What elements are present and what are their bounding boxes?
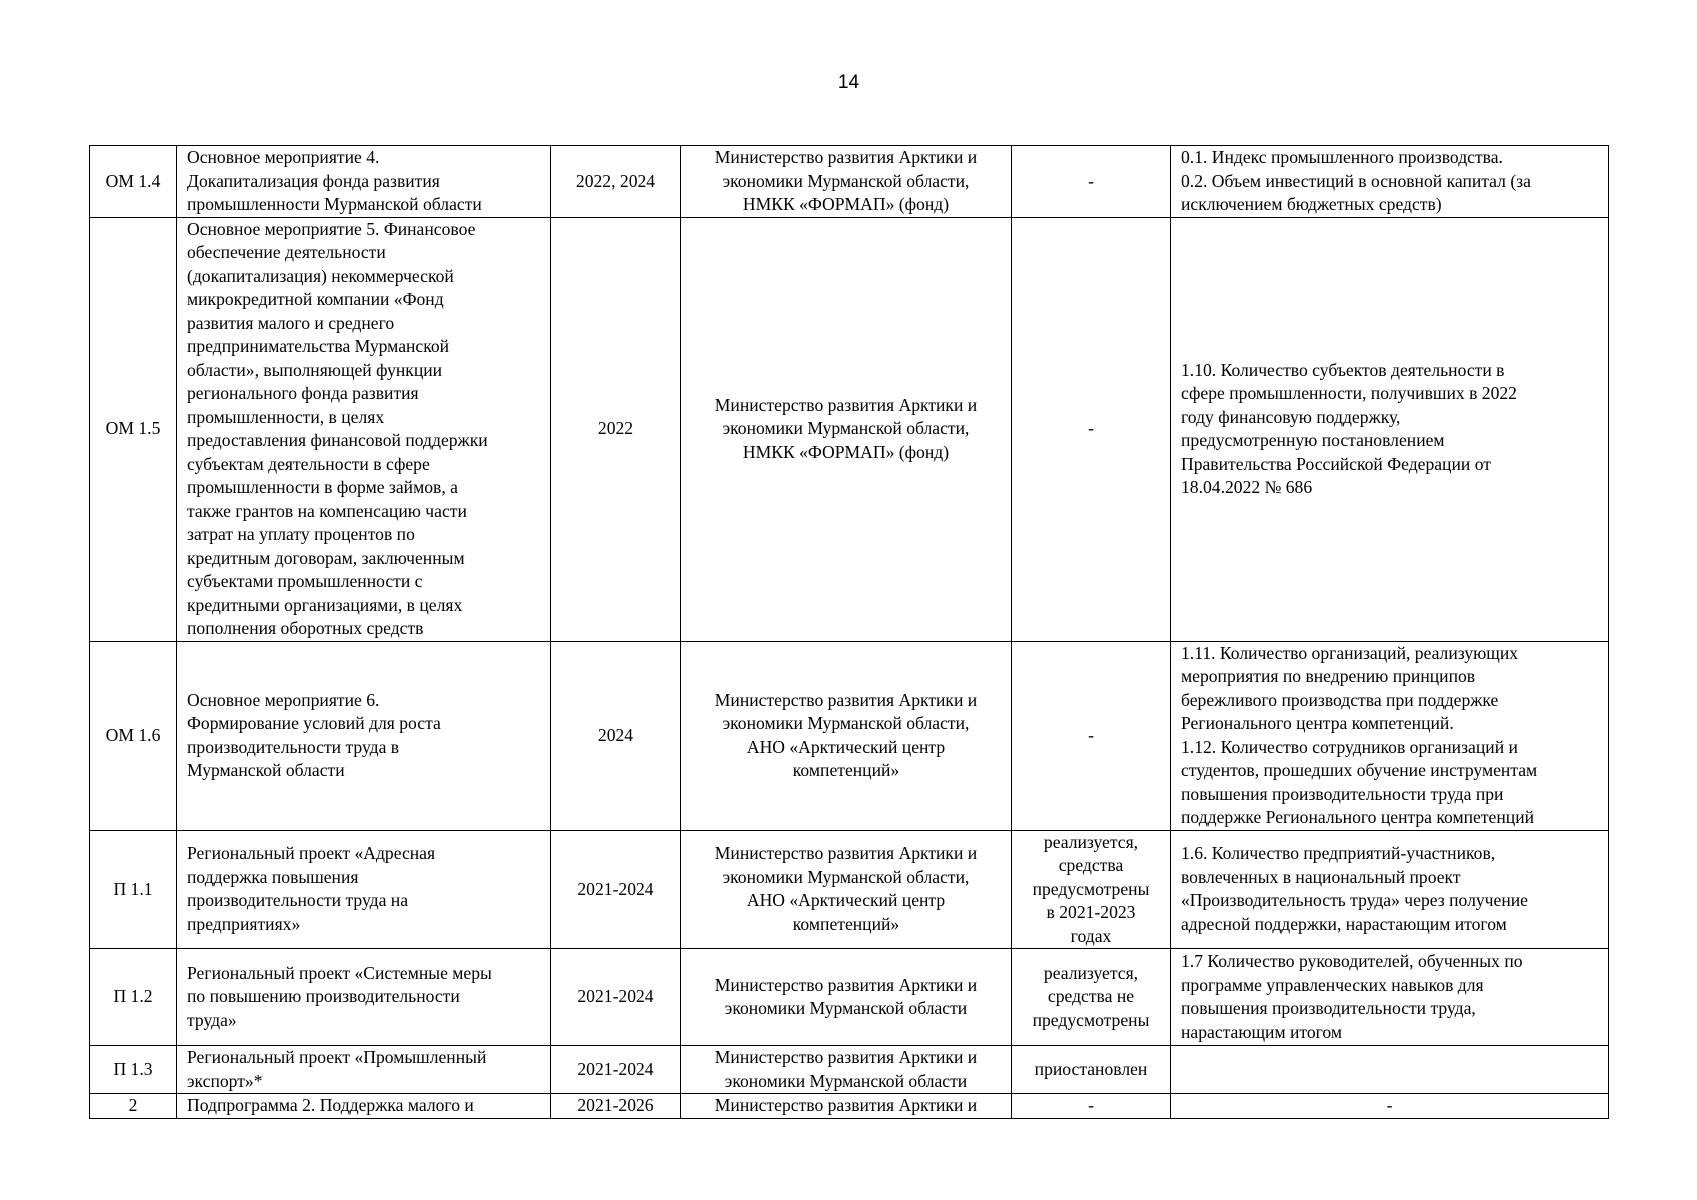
row-status-line: в 2021-2023: [1046, 902, 1136, 922]
page-number: 14: [837, 72, 860, 93]
row-status: -: [1012, 1094, 1171, 1119]
row-indicators-line: Регионального центра компетенций.: [1181, 713, 1454, 733]
row-status: [1012, 830, 1171, 949]
row-executor-line: экономики Мурманской области,: [722, 418, 970, 439]
row-code: ОМ 1.5: [90, 217, 177, 641]
row-status-line: годах: [1070, 925, 1112, 946]
row-indicators-line: студентов, прошедших обучение инструментам: [1181, 760, 1538, 780]
row-name-line: поддержка повышения: [187, 866, 359, 887]
row-executor-line: экономики Мурманской области: [724, 998, 968, 1018]
row-status-line: реализуется,: [1043, 962, 1139, 983]
row-term: 2022, 2024: [551, 146, 681, 218]
row-name-line: Основное мероприятие 5. Финансовое: [187, 218, 476, 239]
row-status: [1012, 949, 1171, 1046]
row-term: 2021-2024: [551, 1046, 681, 1094]
row-indicators-line: 1.12. Количество сотрудников организаций и: [1181, 736, 1518, 757]
table-row: [90, 949, 1609, 1046]
row-executor-line: Министерство развития Арктики и: [714, 843, 978, 864]
row-indicators-line: 1.6. Количество предприятий-участников,: [1181, 843, 1496, 864]
row-indicators-line: 1.11. Количество организаций, реализующих: [1181, 642, 1519, 663]
row-name-line: Мурманской области: [187, 760, 345, 780]
row-indicators-line: бережливого производства при поддержке: [1181, 689, 1499, 710]
row-status-line: предусмотрены: [1032, 878, 1150, 899]
row-code: ОМ 1.6: [90, 641, 177, 830]
row-indicators-line: сфере промышленности, получивших в 2022: [1181, 383, 1517, 403]
row-name-line: регионального фонда развития: [187, 383, 419, 403]
row-code: ОМ 1.4: [90, 146, 177, 218]
row-executor-line: НМКК «ФОРМАП» (фонд): [742, 441, 950, 462]
table-row: [90, 830, 1609, 949]
row-name-line: области», выполняющей функции: [187, 359, 443, 380]
row-executor-line: экономики Мурманской области,: [722, 866, 970, 887]
row-indicators-line: 1.10. Количество субъектов деятельности в: [1181, 359, 1505, 380]
row-name-line: субъектами промышленности с: [187, 571, 423, 591]
row-code: П 1.3: [90, 1046, 177, 1094]
row-code: 2: [90, 1094, 177, 1119]
row-name-line: также грантов на компенсацию части: [187, 500, 467, 521]
table-row: [90, 1094, 1609, 1119]
row-status: -: [1012, 217, 1171, 641]
table-row: [90, 641, 1609, 830]
row-indicators: [1171, 949, 1609, 1046]
row-executor-line: Министерство развития Арктики и: [714, 147, 978, 167]
row-name-line: микрокредитной компании «Фонд: [187, 289, 444, 309]
row-executor-line: компетенций»: [792, 913, 900, 934]
row-name-line: Региональный проект «Адресная: [187, 843, 436, 864]
row-name-line: промышленности, в целях: [187, 406, 385, 427]
row-status: -: [1012, 146, 1171, 218]
row-executor-line: Министерство развития Арктики и: [714, 1047, 978, 1067]
row-name: [177, 1094, 551, 1119]
row-name-line: экспорт»*: [187, 1070, 263, 1091]
row-name-line: Формирование условий для роста: [187, 713, 441, 733]
row-executor-line: Министерство развития Арктики и: [714, 1095, 978, 1115]
row-indicators: [1171, 641, 1609, 830]
row-indicators-line: исключением бюджетных средств): [1181, 194, 1442, 214]
row-indicators-line: вовлеченных в национальный проект: [1181, 866, 1461, 887]
row-name-line: промышленности в форме займов, а: [187, 477, 458, 497]
row-name-line: Региональный проект «Промышленный: [187, 1047, 487, 1067]
row-name-line: производительности труда на: [187, 890, 409, 911]
row-name-line: производительности труда в: [187, 736, 400, 757]
row-name: [177, 830, 551, 949]
row-name-line: труда»: [187, 1009, 237, 1030]
row-executor-line: Министерство развития Арктики и: [714, 974, 978, 995]
row-code: П 1.2: [90, 949, 177, 1046]
row-executor-line: АНО «Арктический центр: [746, 736, 946, 757]
row-code: П 1.1: [90, 830, 177, 949]
row-name: [177, 949, 551, 1046]
row-executor: [681, 146, 1012, 218]
row-indicators-line: повышения производительности труда при: [1181, 783, 1504, 804]
row-executor-line: Министерство развития Арктики и: [714, 394, 978, 415]
row-term: 2022: [551, 217, 681, 641]
row-name-line: затрат на уплату процентов по: [187, 524, 415, 544]
row-name-line: обеспечение деятельности: [187, 242, 386, 262]
row-executor-line: АНО «Арктический центр: [746, 890, 946, 911]
row-indicators-line: предусмотренную постановлением: [1181, 430, 1445, 450]
row-executor-line: экономики Мурманской области,: [722, 170, 970, 191]
row-name: [177, 146, 551, 218]
row-indicators: [1171, 1046, 1609, 1094]
row-indicators-line: году финансовую поддержку,: [1181, 406, 1401, 427]
row-name-line: субъектам деятельности в сфере: [187, 453, 430, 474]
row-indicators-line: 0.1. Индекс промышленного производства.: [1181, 147, 1503, 167]
row-term: 2021-2024: [551, 949, 681, 1046]
row-name-line: Региональный проект «Системные меры: [187, 962, 492, 983]
row-status-line: реализуется,: [1043, 831, 1139, 852]
row-indicators-line: программе управленческих навыков для: [1181, 974, 1484, 995]
program-table: [89, 145, 1609, 1119]
row-status-line: средства не: [1047, 986, 1135, 1007]
row-name-line: кредитным договорам, заключенным: [187, 547, 465, 568]
row-indicators-line: поддержке Регионального центра компетенций: [1181, 807, 1535, 827]
table-row: [90, 1046, 1609, 1094]
table-row: [90, 217, 1609, 641]
row-executor: [681, 1094, 1012, 1119]
table-row: [90, 146, 1609, 218]
row-name-line: предприятиях»: [187, 913, 301, 934]
row-indicators-line: Правительства Российской Федерации от: [1181, 453, 1491, 474]
row-name-line: промышленности Мурманской области: [187, 194, 482, 214]
row-name-line: Подпрограмма 2. Поддержка малого и: [187, 1095, 474, 1115]
row-executor: [681, 641, 1012, 830]
row-status-line: предусмотрены: [1032, 1009, 1150, 1030]
row-executor: [681, 217, 1012, 641]
row-indicators-line: 0.2. Объем инвестиций в основной капитал (за: [1181, 170, 1531, 191]
row-indicators: [1171, 217, 1609, 641]
row-status-line: средства: [1058, 855, 1124, 875]
row-name-line: (докапитализация) некоммерческой: [187, 265, 454, 286]
row-indicators-line: нарастающим итогом: [1181, 1021, 1343, 1042]
row-indicators-line: мероприятия по внедрению принципов: [1181, 666, 1476, 686]
row-executor-line: НМКК «ФОРМАП» (фонд): [742, 194, 950, 214]
row-indicators-line: повышения производительности труда,: [1181, 998, 1476, 1018]
row-name-line: Основное мероприятие 6.: [187, 689, 380, 710]
row-name-line: кредитными организациями, в целях: [187, 594, 463, 615]
row-status: -: [1012, 641, 1171, 830]
row-term: 2021-2024: [551, 830, 681, 949]
row-name-line: Основное мероприятие 4.: [187, 147, 380, 167]
row-name: [177, 1046, 551, 1094]
row-executor: [681, 949, 1012, 1046]
row-executor: [681, 1046, 1012, 1094]
row-name-line: предоставления финансовой поддержки: [187, 430, 488, 450]
row-term: 2024: [551, 641, 681, 830]
row-indicators-line: «Производительность труда» через получение: [1181, 890, 1528, 911]
row-name: [177, 217, 551, 641]
row-name-line: развития малого и среднего: [187, 312, 395, 333]
row-name: [177, 641, 551, 830]
row-executor-line: Министерство развития Арктики и: [714, 689, 978, 710]
row-name-line: Докапитализация фонда развития: [187, 170, 440, 191]
row-executor-line: экономики Мурманской области,: [722, 713, 970, 733]
row-executor-line: компетенций»: [792, 760, 900, 780]
row-name-line: по повышению производительности: [187, 986, 460, 1007]
row-executor: [681, 830, 1012, 949]
row-term: 2021-2026: [551, 1094, 681, 1119]
row-indicators: [1171, 830, 1609, 949]
row-indicators-line: 1.7 Количество руководителей, обученных по: [1181, 951, 1523, 971]
row-status: приостановлен: [1012, 1046, 1171, 1094]
row-name-line: пополнения оборотных средств: [187, 618, 424, 638]
row-name-line: предпринимательства Мурманской: [187, 336, 450, 356]
row-indicators: -: [1171, 1094, 1609, 1119]
row-executor-line: экономики Мурманской области: [724, 1070, 968, 1091]
row-indicators: [1171, 146, 1609, 218]
row-indicators-line: 18.04.2022 № 686: [1181, 477, 1313, 497]
row-indicators-line: адресной поддержки, нарастающим итогом: [1181, 913, 1507, 934]
